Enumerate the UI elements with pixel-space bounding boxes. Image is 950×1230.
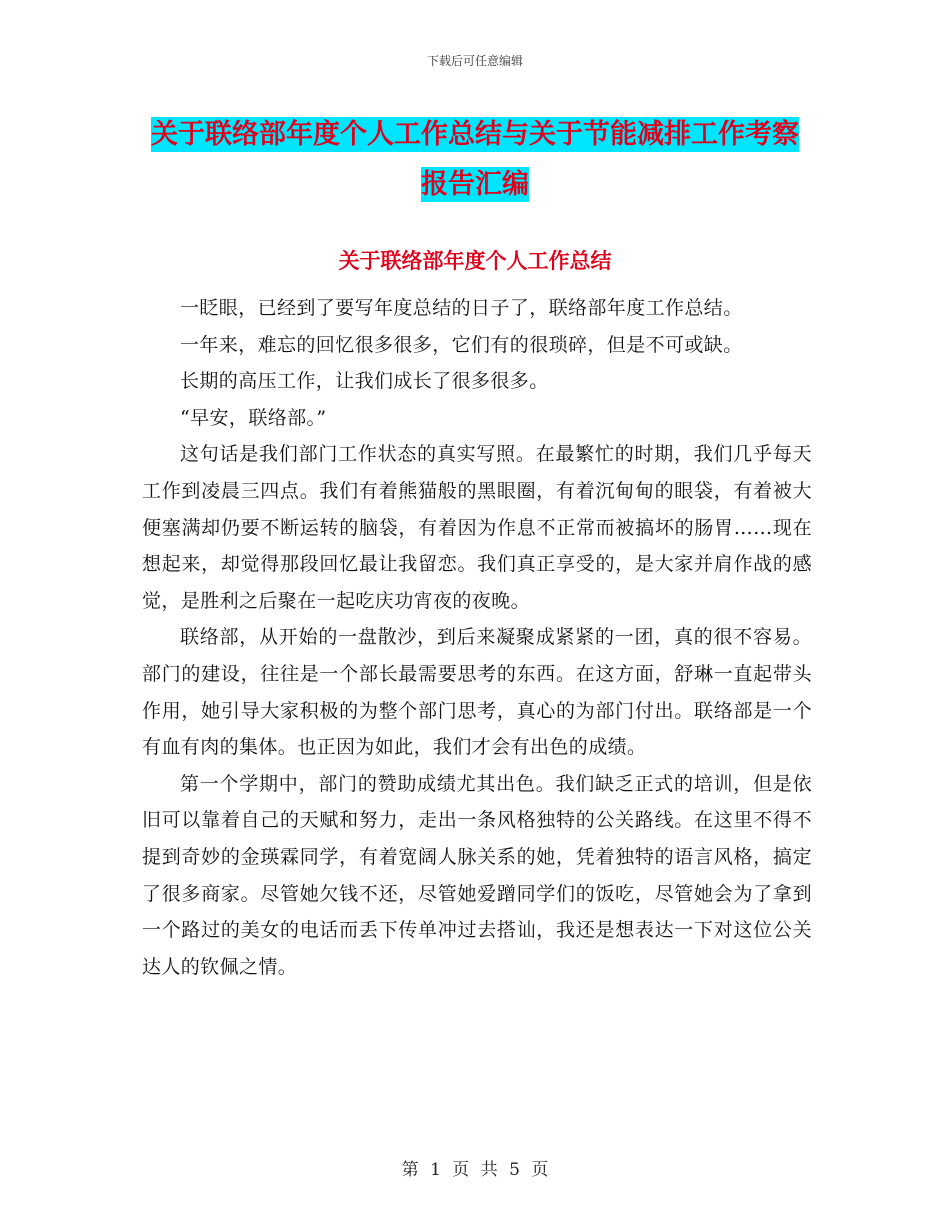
body-paragraph: 联络部，从开始的一盘散沙，到后来凝聚成紧紧的一团，真的很不容易。部门的建设，往往是一个部长最需要思考的东西。在这方面，舒琳一直起带头作用，她引导大家积极的为整个部门思考，真心的为部门付出。联络部是一个有血有肉的集体。也正因为如此，我们才会有出色的成绩。 (142, 626, 812, 759)
main-title-text: 关于联络部年度个人工作总结与关于节能减排工作考察报告汇编 (151, 119, 799, 200)
body-paragraph: “早安，联络部。” (180, 406, 327, 429)
body-paragraph: 一眨眼，已经到了要写年度总结的日子了，联络部年度工作总结。 (180, 297, 743, 319)
page-footer-number: 第 1 页 共 5 页 (401, 1160, 549, 1180)
body-paragraph: 这句话是我们部门工作状态的真实写照。在最繁忙的时期，我们几乎每天工作到凌晨三四点。我们有着熊猫般的黑眼圈，有着沉甸甸的眼袋，有着被大便塞满却仍要不断运转的脑袋，有着因为作息不正常而被搞坏的肠胃……现在想起来，却觉得那段回忆最让我留恋。我们真正享受的，是大家并肩作战的感觉，是胜利之后聚在一起吃庆功宵夜的夜晚。 (142, 443, 812, 612)
document-body (142, 290, 812, 985)
body-paragraph: 一年来，难忘的回忆很多很多，它们有的很琐碎，但是不可或缺。 (180, 333, 743, 356)
body-paragraph: 长期的高压工作，让我们成长了很多很多。 (180, 370, 549, 393)
page-header-note: 下载后可任意编辑 (426, 54, 523, 68)
document-main-title (140, 110, 810, 210)
section-title: 关于联络部年度个人工作总结 (338, 249, 612, 273)
body-paragraph: 第一个学期中，部门的赞助成绩尤其出色。我们缺乏正式的培训，但是依旧可以靠着自己的天赋和努力，走出一条风格独特的公关路线。在这里不得不提到奇妙的金瑛霖同学，有着宽阔人脉关系的她，凭着独特的语言风格，搞定了很多商家。尽管她欠钱不还，尽管她爱蹭同学们的饭吃，尽管她会为了拿到一个路过的美女的电话而丢下传单冲过去搭讪，我还是想表达一下对这位公关达人的钦佩之情。 (142, 772, 812, 978)
